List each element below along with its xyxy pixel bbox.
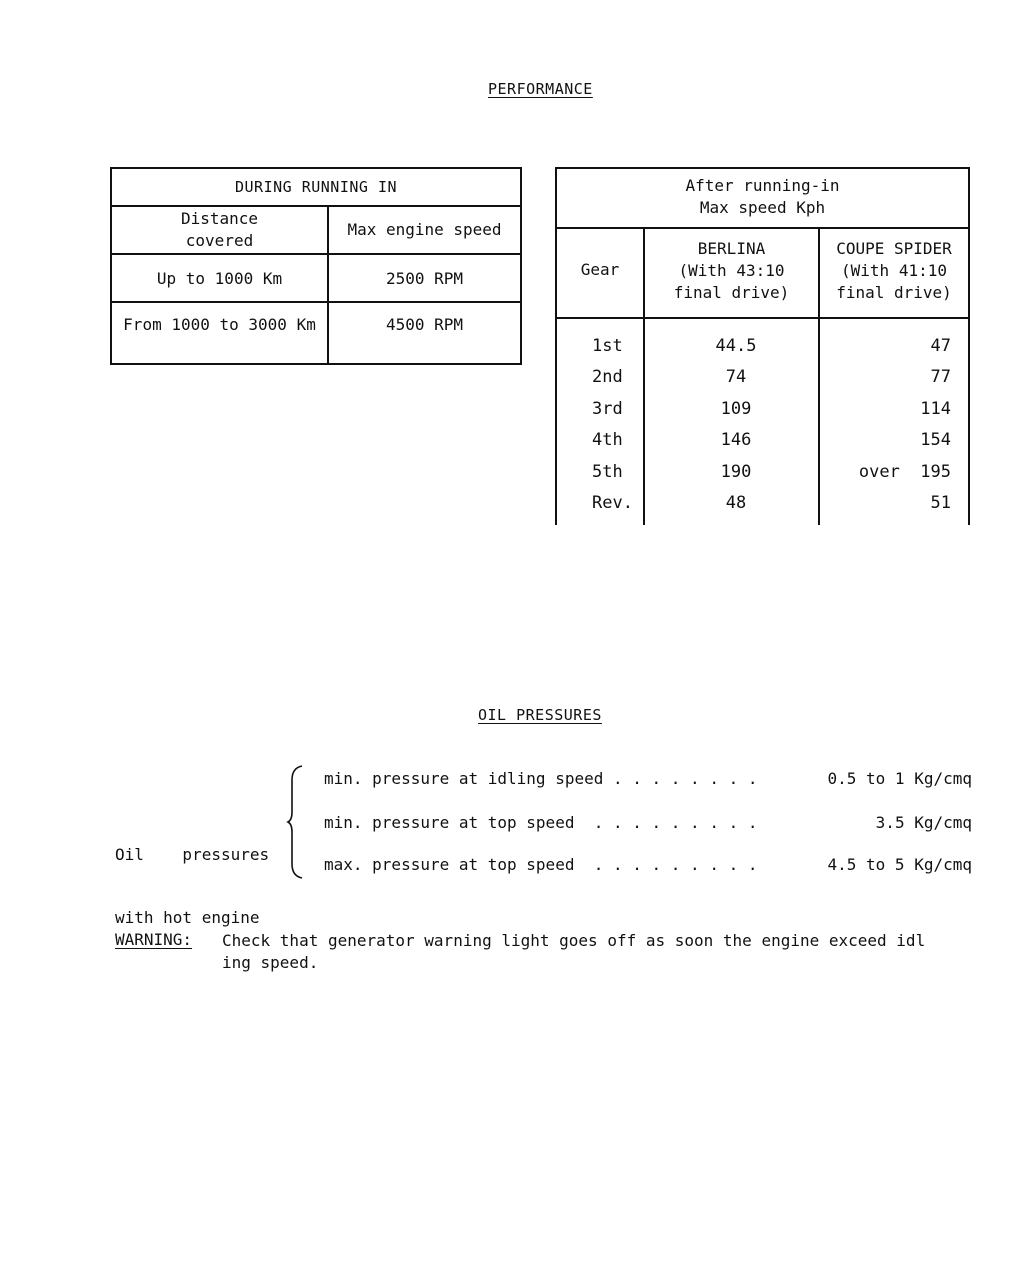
distance-header-line2: covered xyxy=(185,231,254,250)
distance-cell: Up to 1000 Km xyxy=(111,254,328,302)
oil-pressure-item-value: 4.5 to 5 Kg/cmq xyxy=(827,855,972,874)
coupe-header-line3: final drive) xyxy=(836,283,952,302)
oil-label-line1: Oil pressures xyxy=(115,845,270,864)
max-speed-header-line2: Max speed Kph xyxy=(699,198,826,217)
warning-label: WARNING: xyxy=(115,930,193,949)
curly-brace-icon xyxy=(286,764,308,880)
distance-cell: From 1000 to 3000 Km xyxy=(111,302,328,364)
oil-pressure-item-value: 0.5 to 1 Kg/cmq xyxy=(827,769,972,788)
gear-column-header: Gear xyxy=(580,260,620,279)
berlina-speed-cell: 109 xyxy=(720,399,752,419)
max-speed-header-line1: After running-in xyxy=(685,176,840,195)
speed-cell: 2500 RPM xyxy=(328,254,521,302)
oil-pressure-item-text: max. pressure at top speed . . . . . . . . . xyxy=(324,855,758,874)
gear-cell: 4th xyxy=(592,430,623,450)
running-in-header: DURING RUNNING IN xyxy=(111,168,521,206)
coupe-speed-cell: 114 xyxy=(920,399,951,419)
coupe-speed-cell: 51 xyxy=(930,493,951,513)
berlina-speed-cell: 146 xyxy=(720,430,752,450)
coupe-speed-cell: over 195 xyxy=(858,462,951,482)
coupe-header-line1: COUPE SPIDER xyxy=(836,239,952,258)
coupe-header-line2: (With 41:10 xyxy=(841,261,947,280)
max-speed-header xyxy=(557,175,968,219)
berlina-speed-cell: 44.5 xyxy=(715,336,757,356)
berlina-header-line1: BERLINA xyxy=(697,239,766,258)
warning-line1: Check that generator warning light goes off as soon the engine exceed idl xyxy=(222,931,926,950)
berlina-header-line3: final drive) xyxy=(673,283,790,302)
coupe-speed-cell: 154 xyxy=(920,430,951,450)
warning-line2: ing speed. xyxy=(222,953,319,972)
warning-text xyxy=(222,930,982,974)
gear-cell: 1st xyxy=(592,336,623,356)
berlina-speed-cell: 74 xyxy=(725,367,747,387)
coupe-speed-cell: 47 xyxy=(930,336,951,356)
performance-title: PERFORMANCE xyxy=(488,80,593,98)
oil-pressures-title: OIL PRESSURES xyxy=(478,706,602,724)
berlina-speed-cell: 48 xyxy=(725,493,747,513)
gear-cell: Rev. xyxy=(592,493,633,513)
berlina-speed-cell: 190 xyxy=(720,462,752,482)
berlina-column-header xyxy=(645,238,818,304)
gear-cell: 3rd xyxy=(592,399,623,419)
distance-column-header xyxy=(111,206,328,254)
coupe-spider-column-header xyxy=(820,238,968,304)
oil-pressure-item-value: 3.5 Kg/cmq xyxy=(875,813,972,832)
oil-pressure-item-text: min. pressure at top speed . . . . . . . . . xyxy=(324,813,758,832)
berlina-header-line2: (With 43:10 xyxy=(678,261,785,280)
distance-header-line1: Distance xyxy=(180,209,259,228)
gear-cell: 2nd xyxy=(592,367,623,387)
gear-cell: 5th xyxy=(592,462,623,482)
speed-cell: 4500 RPM xyxy=(328,302,521,364)
running-in-table xyxy=(110,167,522,365)
coupe-speed-cell: 77 xyxy=(930,367,951,387)
oil-label-line2: with hot engine xyxy=(115,908,260,927)
engine-speed-column-header: Max engine speed xyxy=(328,206,521,254)
oil-pressure-item-text: min. pressure at idling speed . . . . . . . . xyxy=(324,769,758,788)
oil-pressures-label xyxy=(115,802,269,949)
